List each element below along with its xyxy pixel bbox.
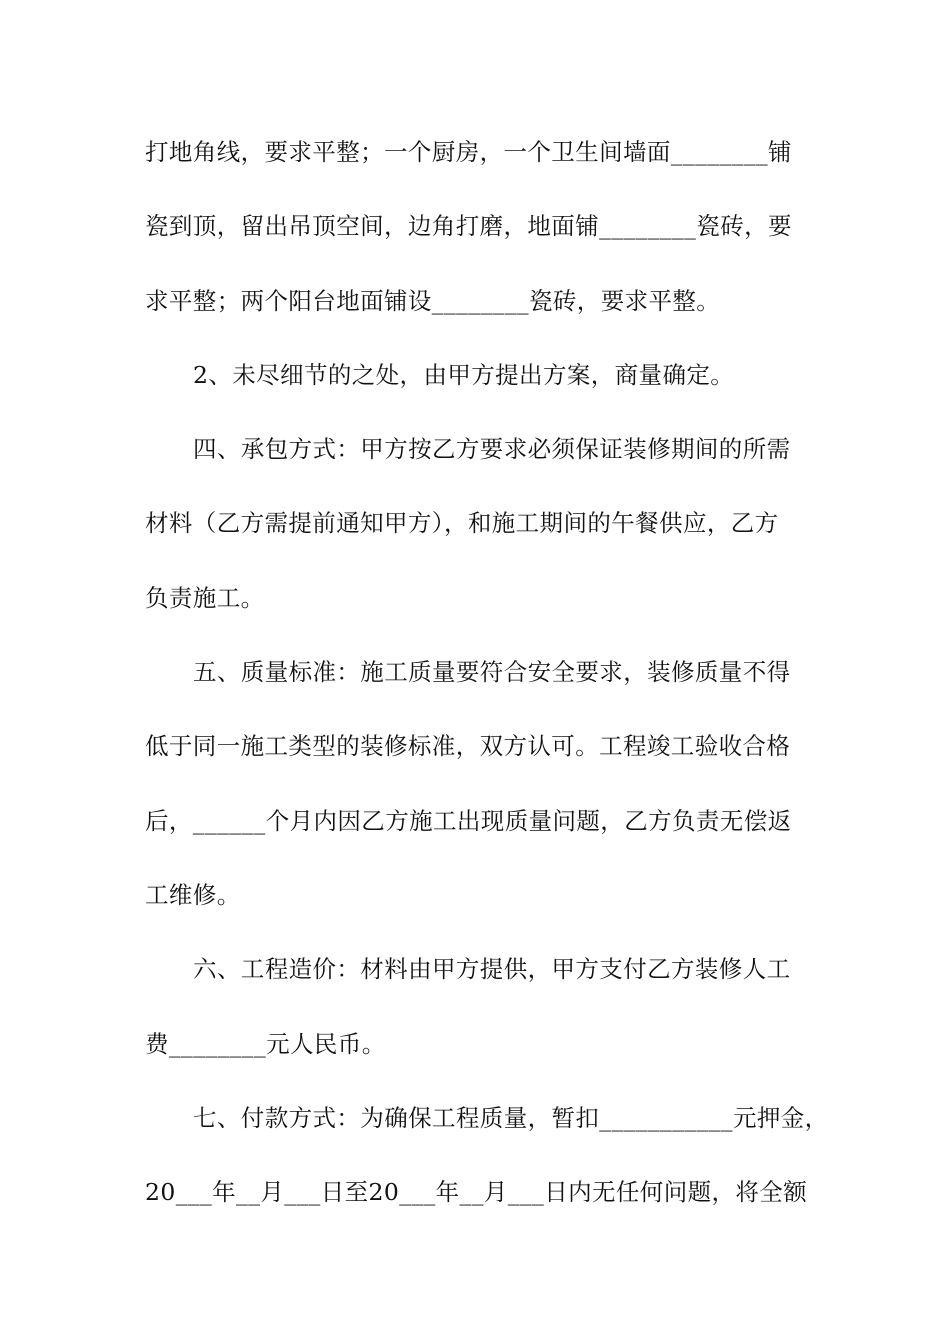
- document-body: [145, 128, 829, 1242]
- text-line-9: 低于同一施工类型的装修标准，双方认可。工程竣工验收合格: [145, 732, 791, 761]
- text-line-7: 负责施工。: [145, 583, 265, 612]
- text-line-12: 六、工程造价：材料由甲方提供，甲方支付乙方装修人工: [193, 955, 791, 984]
- text-line-14: 七、付款方式：为确保工程质量，暂扣___________元押金，: [193, 1103, 829, 1132]
- text-line-11: 工维修。: [145, 880, 241, 909]
- text-line-10: 后，______个月内因乙方施工出现质量问题，乙方负责无偿返: [145, 806, 792, 835]
- text-line-13: 费________元人民币。: [145, 1029, 386, 1058]
- text-line-6: 材料（乙方需提前通知甲方），和施工期间的午餐供应，乙方: [145, 509, 779, 538]
- text-line-15: 20___年__月___日至20___年__月___日内无任何问题，将全额: [145, 1178, 808, 1207]
- text-line-4: 2、未尽细节的之处，由甲方提出方案，商量确定。: [193, 360, 735, 389]
- text-line-5: 四、承包方式：甲方按乙方要求必须保证装修期间的所需: [193, 435, 791, 464]
- text-line-8: 五、质量标准：施工质量要符合安全要求，装修质量不得: [193, 658, 791, 687]
- text-line-3: 求平整；两个阳台地面铺设________瓷砖，要求平整。: [145, 286, 721, 315]
- text-line-2: 瓷到顶，留出吊顶空间，边角打磨，地面铺________瓷砖，要: [145, 212, 792, 241]
- text-line-1: 打地角线，要求平整；一个厨房，一个卫生间墙面________铺: [145, 138, 792, 166]
